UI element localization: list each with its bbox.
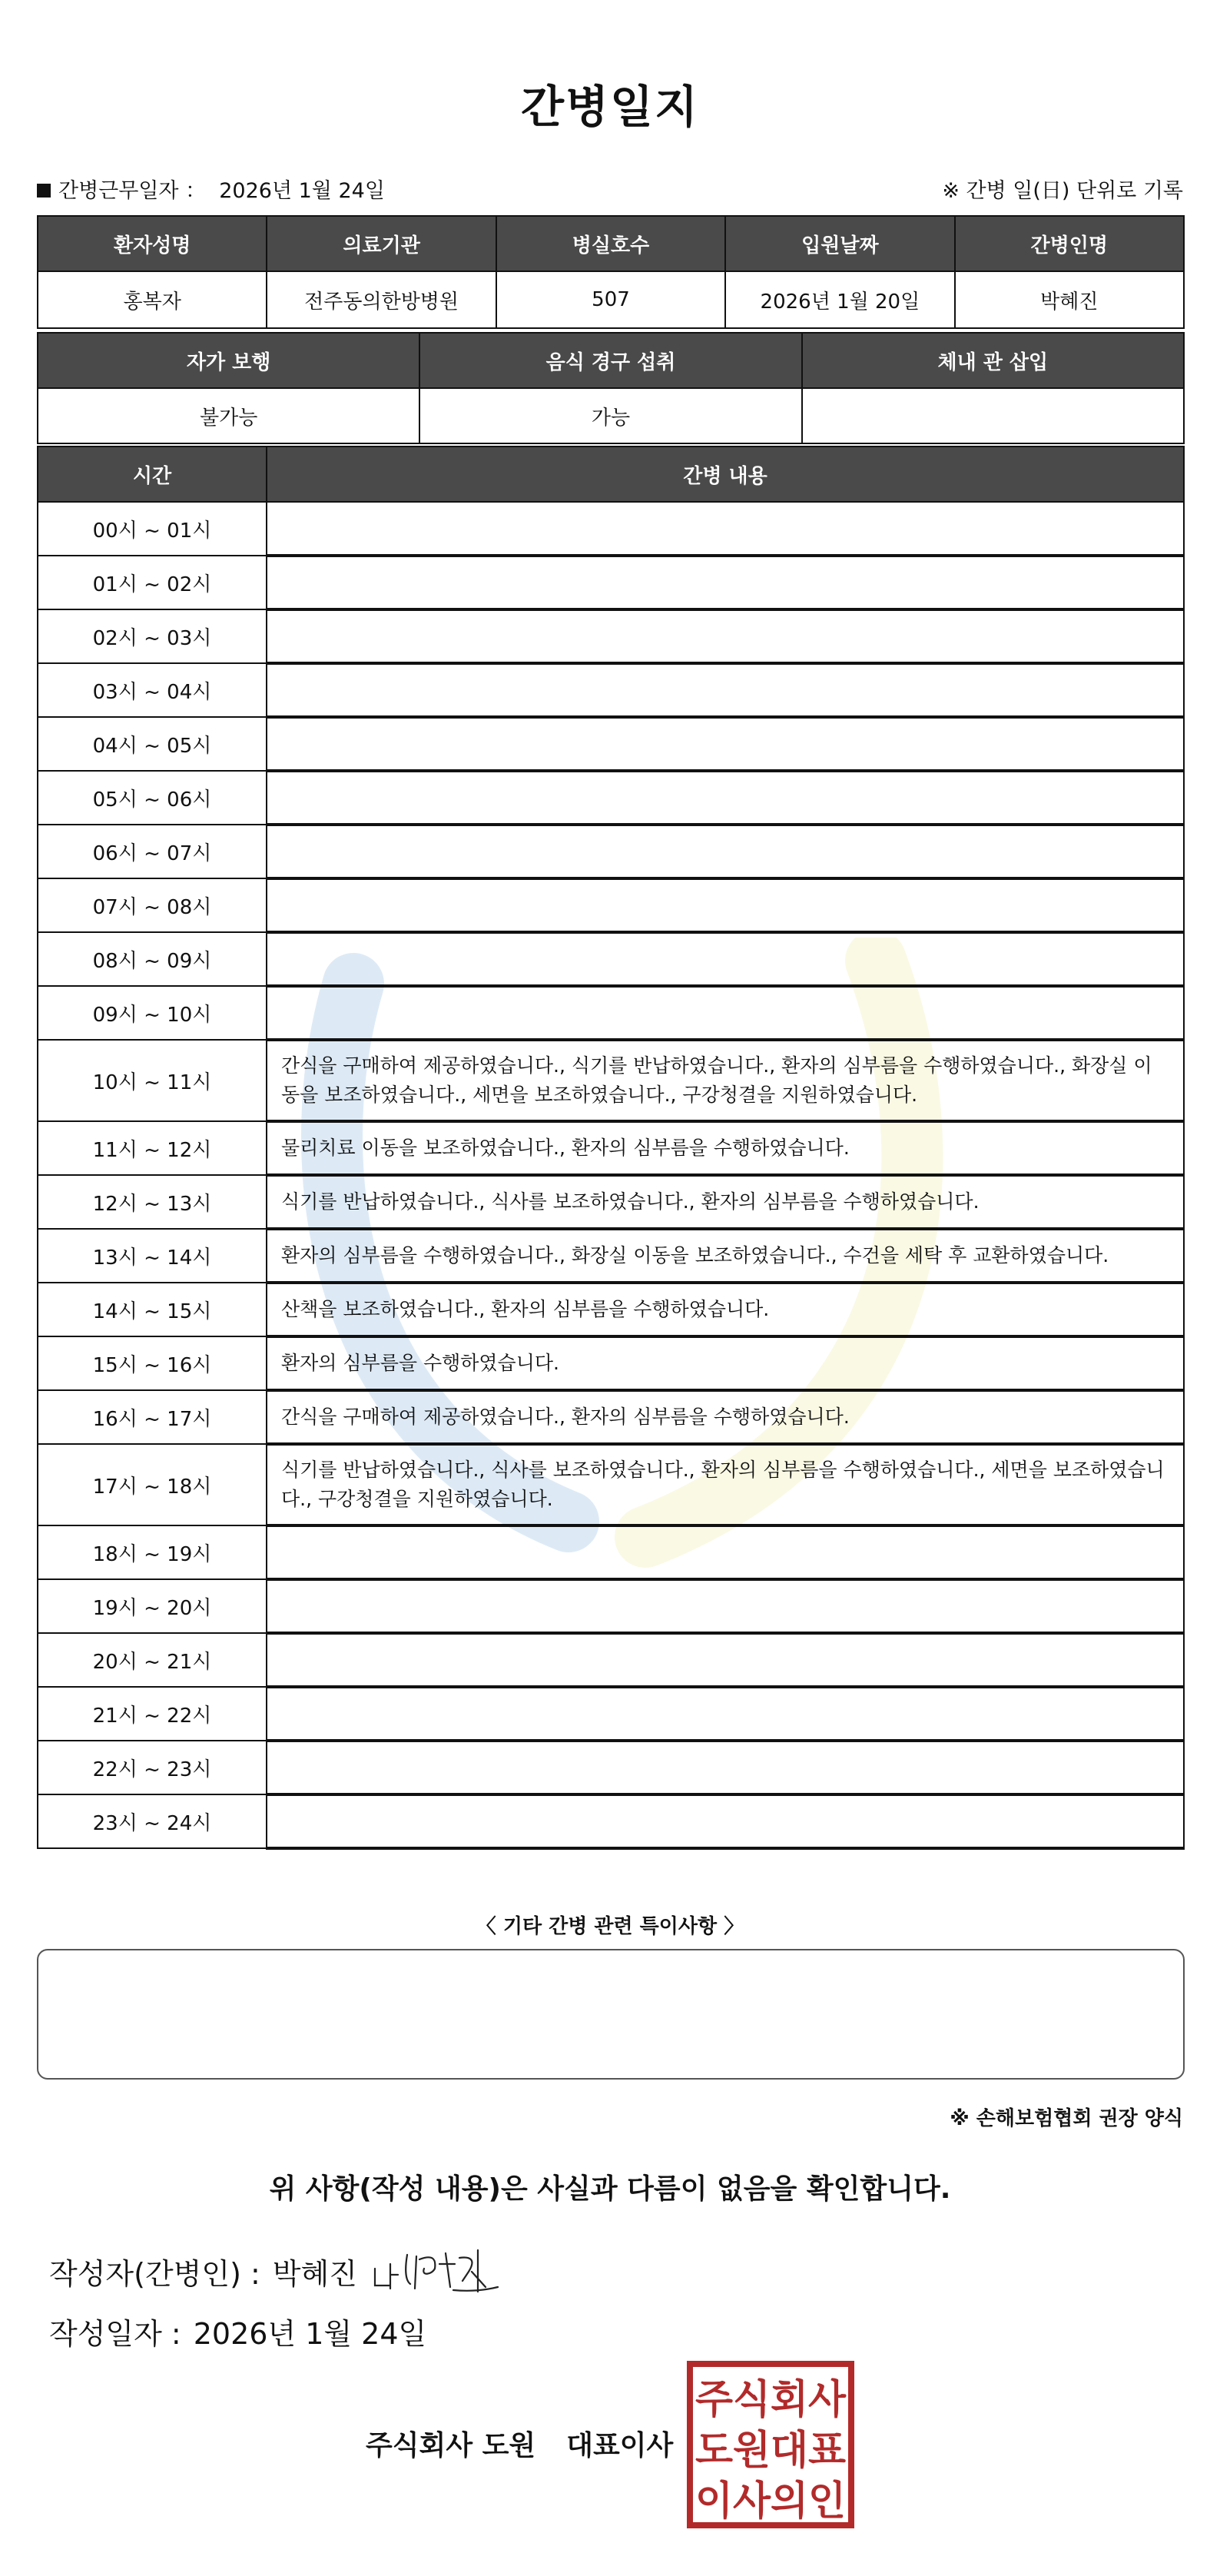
log-time: 05시 ~ 06시 [38, 771, 267, 825]
caregiver-name: 박혜진 [955, 271, 1184, 328]
walking-value: 불가능 [38, 388, 419, 443]
log-time: 11시 ~ 12시 [38, 1121, 267, 1175]
log-content [267, 1579, 1184, 1633]
header-institution: 의료기관 [267, 216, 496, 271]
log-time: 20시 ~ 21시 [38, 1633, 267, 1687]
log-row [38, 1121, 1184, 1175]
log-row [38, 1390, 1184, 1444]
institution: 전주동의한방병원 [267, 271, 496, 328]
log-content: 간식을 구매하여 제공하였습니다., 환자의 심부름을 수행하였습니다. [267, 1390, 1184, 1444]
oral-intake-value: 가능 [419, 388, 801, 443]
confirmation-statement: 위 사항(작성 내용)은 사실과 다름이 없음을 확인합니다. [269, 2173, 951, 2205]
patient-status-table [37, 332, 1185, 444]
log-content: 식기를 반납하였습니다., 식사를 보조하였습니다., 환자의 심부름을 수행하였습니다., 세면을 보조하였습니다., 구강청결을 지원하였습니다. [267, 1444, 1184, 1525]
log-content [267, 502, 1184, 556]
square-bullet-icon [37, 184, 51, 198]
log-content: 환자의 심부름을 수행하였습니다. [267, 1336, 1184, 1390]
log-row [38, 1229, 1184, 1283]
header-room: 병실호수 [496, 216, 725, 271]
log-row [38, 1794, 1184, 1848]
log-content: 식기를 반납하였습니다., 식사를 보조하였습니다., 환자의 심부름을 수행하였습니다. [267, 1175, 1184, 1229]
log-time: 14시 ~ 15시 [38, 1283, 267, 1336]
log-content [267, 609, 1184, 663]
log-row [38, 825, 1184, 878]
patient-name: 홍복자 [38, 271, 267, 328]
header-care-content: 간병 내용 [267, 446, 1184, 502]
log-time: 00시 ~ 01시 [38, 502, 267, 556]
log-time: 04시 ~ 05시 [38, 717, 267, 771]
log-content [267, 986, 1184, 1040]
log-row [38, 1525, 1184, 1579]
log-row [38, 717, 1184, 771]
log-row [38, 1283, 1184, 1336]
log-time: 03시 ~ 04시 [38, 663, 267, 717]
recommended-form-note: ※ 손해보험협회 권장 양식 [950, 2107, 1183, 2130]
writer-line [49, 2250, 357, 2292]
log-time: 06시 ~ 07시 [38, 825, 267, 878]
log-time: 17시 ~ 18시 [38, 1444, 267, 1525]
work-date-line [37, 174, 385, 204]
writer-name: 박혜진 [272, 2257, 357, 2291]
log-time: 09시 ~ 10시 [38, 986, 267, 1040]
log-row [38, 1741, 1184, 1794]
admission-date: 2026년 1월 20일 [725, 271, 954, 328]
log-row [38, 502, 1184, 556]
date-label: 작성일자 : [49, 2317, 181, 2351]
log-time: 12시 ~ 13시 [38, 1175, 267, 1229]
log-time: 07시 ~ 08시 [38, 878, 267, 932]
log-time: 23시 ~ 24시 [38, 1794, 267, 1848]
log-time: 02시 ~ 03시 [38, 609, 267, 663]
log-row [38, 1175, 1184, 1229]
log-content [267, 1525, 1184, 1579]
log-row [38, 771, 1184, 825]
header-admission-date: 입원날짜 [725, 216, 954, 271]
log-content: 산책을 보조하였습니다., 환자의 심부름을 수행하였습니다. [267, 1283, 1184, 1336]
log-content [267, 932, 1184, 986]
log-row [38, 609, 1184, 663]
work-date-value: 2026년 1월 24일 [219, 179, 385, 203]
log-content [267, 1794, 1184, 1848]
header-oral-intake: 음식 경구 섭취 [419, 333, 801, 388]
svg-text:이사의인: 이사의인 [695, 2478, 846, 2525]
patient-info-table [37, 215, 1185, 329]
tube-insertion-value [802, 388, 1184, 443]
log-time: 10시 ~ 11시 [38, 1040, 267, 1121]
care-log-table [37, 446, 1185, 1850]
log-content [267, 1633, 1184, 1687]
header-tube-insertion: 체내 관 삽입 [802, 333, 1184, 388]
log-row [38, 1336, 1184, 1390]
log-content: 환자의 심부름을 수행하였습니다., 화장실 이동을 보조하였습니다., 수건을 세탁 후 교환하였습니다. [267, 1229, 1184, 1283]
log-content [267, 878, 1184, 932]
log-row [38, 932, 1184, 986]
log-content [267, 1687, 1184, 1741]
log-content [267, 556, 1184, 609]
svg-text:도원대표: 도원대표 [695, 2428, 846, 2474]
log-row [38, 1040, 1184, 1121]
record-unit-note: ※ 간병 일(日) 단위로 기록 [942, 179, 1183, 203]
svg-text:주식회사: 주식회사 [695, 2377, 847, 2423]
log-content [267, 717, 1184, 771]
log-row [38, 878, 1184, 932]
log-row [38, 986, 1184, 1040]
written-date-line [49, 2310, 426, 2352]
work-date-label: 간병근무일자 ： [58, 179, 207, 203]
header-patient-name: 환자성명 [38, 216, 267, 271]
log-time: 08시 ~ 09시 [38, 932, 267, 986]
company-name: 주식회사 도원 [366, 2430, 536, 2461]
company-seal-stamp [685, 2359, 856, 2530]
log-time: 15시 ~ 16시 [38, 1336, 267, 1390]
log-time: 01시 ~ 02시 [38, 556, 267, 609]
writer-label: 작성자(간병인) : [49, 2257, 260, 2291]
log-row [38, 1579, 1184, 1633]
log-time: 16시 ~ 17시 [38, 1390, 267, 1444]
company-line [366, 2424, 673, 2463]
log-row [38, 556, 1184, 609]
log-content: 간식을 구매하여 제공하였습니다., 식기를 반납하였습니다., 환자의 심부름을 수행하였습니다., 화장실 이동을 보조하였습니다., 세면을 보조하였습니다., 구강청결을 지원하였습니다. [267, 1040, 1184, 1121]
log-content [267, 663, 1184, 717]
log-content [267, 1741, 1184, 1794]
header-walking: 자가 보행 [38, 333, 419, 388]
handwritten-signature [370, 2241, 501, 2295]
room-number: 507 [496, 271, 725, 328]
log-row [38, 663, 1184, 717]
representative-title: 대표이사 [566, 2430, 674, 2461]
log-time: 22시 ~ 23시 [38, 1741, 267, 1794]
log-content [267, 771, 1184, 825]
log-time: 13시 ~ 14시 [38, 1229, 267, 1283]
page-title: 간병일지 [520, 81, 700, 133]
log-content [267, 825, 1184, 878]
log-row [38, 1633, 1184, 1687]
notes-box [37, 1949, 1185, 2080]
log-row [38, 1444, 1184, 1525]
log-time: 21시 ~ 22시 [38, 1687, 267, 1741]
log-time: 19시 ~ 20시 [38, 1579, 267, 1633]
log-time: 18시 ~ 19시 [38, 1525, 267, 1579]
header-time: 시간 [38, 446, 267, 502]
log-row [38, 1687, 1184, 1741]
date-value: 2026년 1월 24일 [193, 2317, 427, 2351]
log-content: 물리치료 이동을 보조하였습니다., 환자의 심부름을 수행하였습니다. [267, 1121, 1184, 1175]
notes-title: 〈 기타 간병 관련 특이사항 〉 [476, 1915, 744, 1938]
header-caregiver: 간병인명 [955, 216, 1184, 271]
